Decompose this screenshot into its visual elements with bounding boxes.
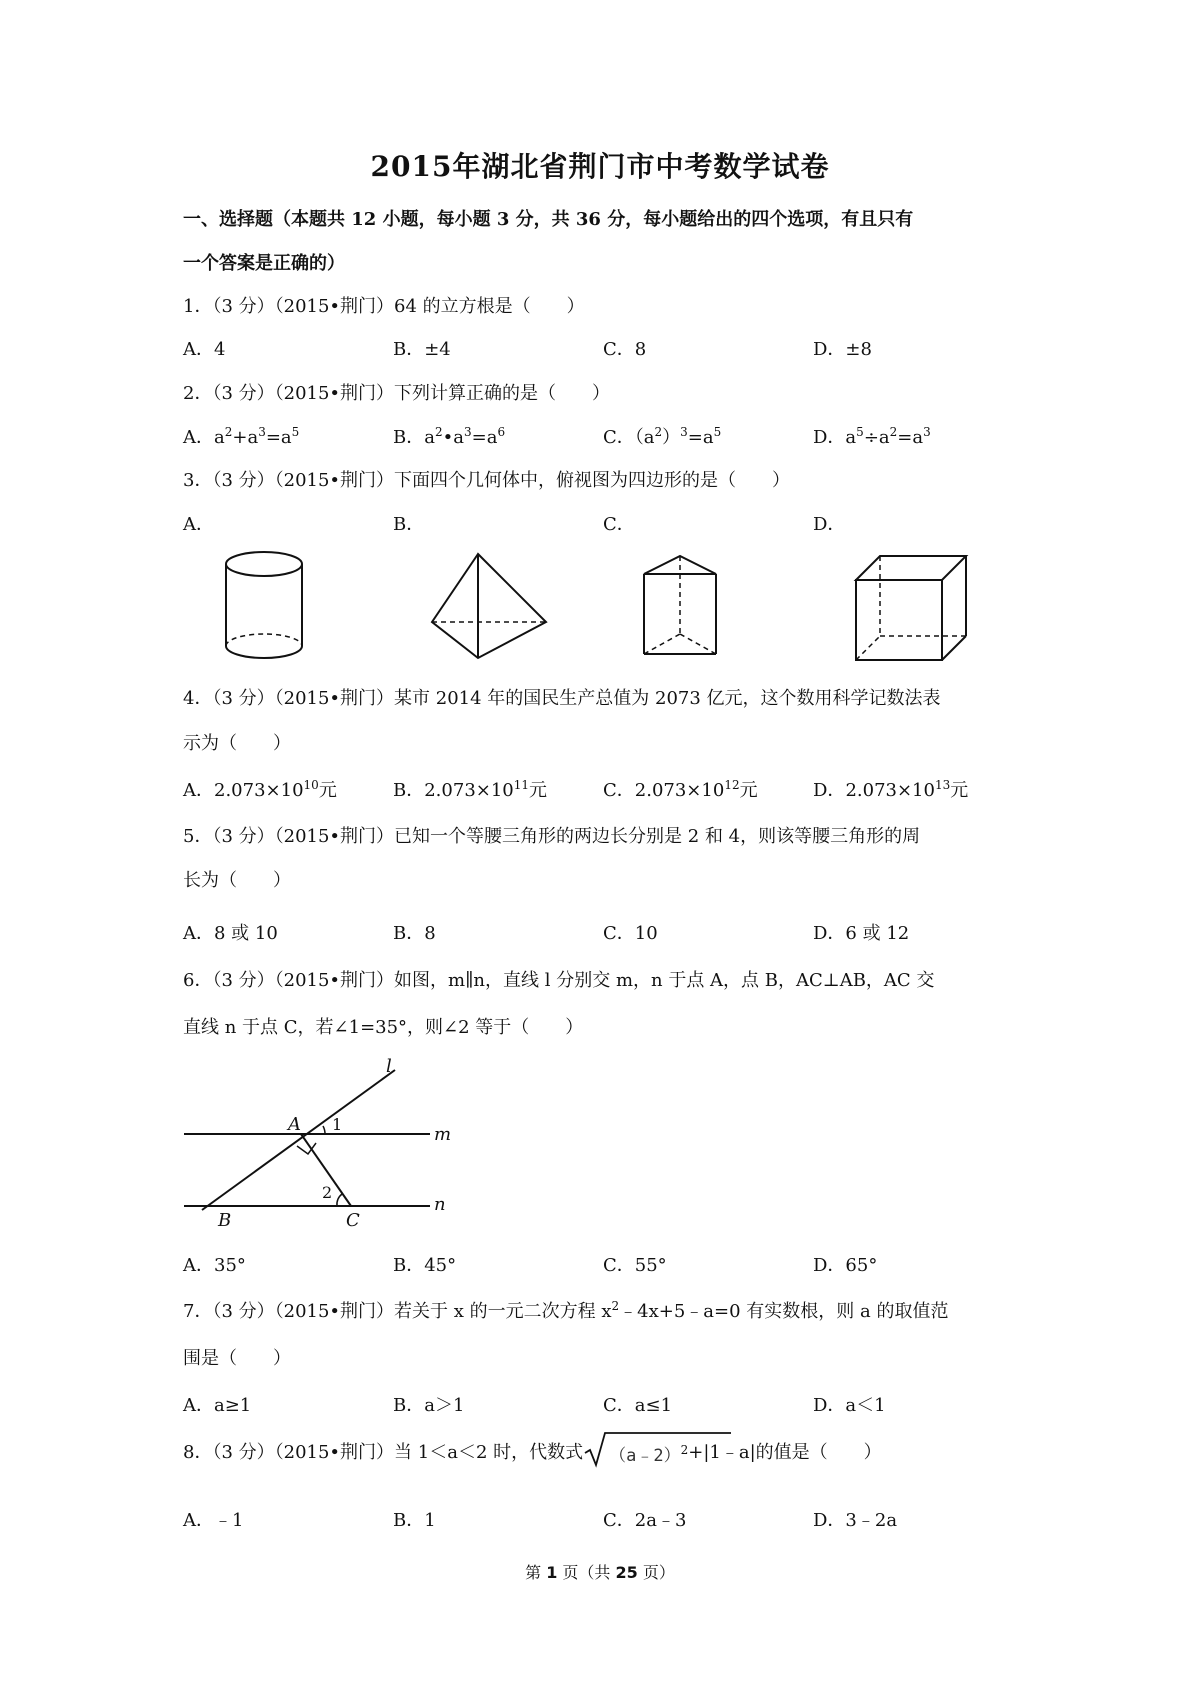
option-b: B．45° xyxy=(393,1255,457,1276)
section-heading-line1: 一、选择题（本题共 12 小题，每小题 3 分，共 36 分，每小题给出的四个选项，有且只有 xyxy=(183,209,914,230)
question-1-options xyxy=(0,335,1200,365)
question-2-options xyxy=(0,423,1200,453)
question-7-options xyxy=(0,1391,1200,1421)
question-5-stem-line2: 长为（ ） xyxy=(183,870,291,891)
option-d: D．$2.073\times 10^{13}$元 xyxy=(813,778,969,801)
option-a: A．$a^2+a^3=a^5$ xyxy=(183,425,300,448)
cube-icon xyxy=(852,552,972,664)
option-a: A．35° xyxy=(183,1255,246,1276)
option-a: A．$2.073\times 10^{10}$元 xyxy=(183,778,337,801)
option-c: C．10 xyxy=(603,923,658,944)
option-c: C．2a﹣3 xyxy=(603,1510,687,1531)
question-5-stem-line1: 5．（3 分）（2015•荆门）已知一个等腰三角形的两边长分别是 2 和 4，则该等腰三角形的周 xyxy=(183,826,921,847)
option-a: A．8 或 10 xyxy=(183,923,278,944)
option-a: A．4 xyxy=(183,339,226,360)
option-d: D．6 或 12 xyxy=(813,923,910,944)
triangular-prism-icon xyxy=(640,552,720,658)
option-b: B．±4 xyxy=(393,339,451,360)
option-b: B．$a^2•a^3=a^6$ xyxy=(393,425,506,448)
page-footer: 第 1 页（共 25 页） xyxy=(525,1563,675,1582)
line-n-label: n xyxy=(434,1194,446,1215)
point-c-label: C xyxy=(346,1210,360,1228)
angle-2-label: 2 xyxy=(322,1183,333,1202)
question-6-stem-line2: 直线 n 于点 C，若∠1=35°，则∠2 等于（ ） xyxy=(183,1017,584,1038)
option-b: B．8 xyxy=(393,923,436,944)
option-c: C． xyxy=(603,514,635,535)
option-d: D．$a^5\div a^2=a^3$ xyxy=(813,425,931,448)
tetrahedron-icon xyxy=(430,550,550,662)
question-1-stem: 1．（3 分）（2015•荆门）64 的立方根是（ ） xyxy=(183,296,585,317)
question-3-options xyxy=(0,510,1200,540)
option-c: C．$(a^2)^3=a^5$ xyxy=(603,425,722,448)
page-title: 2015年湖北省荆门市中考数学试卷 xyxy=(370,150,830,183)
option-d: D．a＜1 xyxy=(813,1395,886,1416)
option-a: A． xyxy=(183,514,214,535)
option-c: C．8 xyxy=(603,339,647,360)
point-b-label: B xyxy=(218,1210,232,1228)
page-number: 1 xyxy=(546,1563,558,1582)
option-b: B．$2.073\times 10^{11}$元 xyxy=(393,778,548,801)
question-2-stem: 2．（3 分）（2015•荆门）下列计算正确的是（ ） xyxy=(183,383,611,404)
question-4-options xyxy=(0,776,1200,806)
parallel-lines-figure xyxy=(180,1058,470,1228)
option-c: C．55° xyxy=(603,1255,667,1276)
page-total: 25 xyxy=(615,1563,638,1582)
question-4-stem-line1: 4．（3 分）（2015•荆门）某市 2014 年的国民生产总值为 2073 亿元，这个数用科学记数法表 xyxy=(183,688,941,709)
option-d: D．3﹣2a xyxy=(813,1510,898,1531)
option-c: C．a≤1 xyxy=(603,1395,673,1416)
option-a: A．a≥1 xyxy=(183,1395,252,1416)
question-7-stem-line2: 围是（ ） xyxy=(183,1348,291,1369)
point-a-label: A xyxy=(288,1114,301,1135)
option-d: D．±8 xyxy=(813,339,872,360)
option-d: D． xyxy=(813,514,846,535)
section-heading-line2: 一个答案是正确的） xyxy=(183,253,345,274)
option-c: C．$2.073\times 10^{12}$元 xyxy=(603,778,758,801)
option-b: B．1 xyxy=(393,1510,436,1531)
question-3-stem: 3．（3 分）（2015•荆门）下面四个几何体中，俯视图为四边形的是（ ） xyxy=(183,470,791,491)
cylinder-icon xyxy=(222,548,306,662)
option-a: A．﹣1 xyxy=(183,1510,244,1531)
option-b: B．a＞1 xyxy=(393,1395,465,1416)
question-4-stem-line2: 示为（ ） xyxy=(183,733,291,754)
question-7-stem-line1: 7．（3 分）（2015•荆门）若关于 x 的一元二次方程 $x^2﹣4x+5﹣a=0$ 有实数根，则 a 的取值范 xyxy=(183,1299,949,1322)
angle-1-label: 1 xyxy=(332,1115,343,1134)
line-m-label: m xyxy=(434,1124,452,1145)
sqrt-expression: （a﹣2）$^2$ xyxy=(583,1441,688,1466)
option-b: B． xyxy=(393,514,425,535)
question-6-stem-line1: 6．（3 分）（2015•荆门）如图，m∥n，直线 l 分别交 m，n 于点 A，点 B，AC⊥AB，AC 交 xyxy=(183,970,935,991)
question-8-stem: 8．（3 分）（2015•荆门）当 1＜a＜2 时，代数式 （a﹣2）$^2$+|1﹣a|的值是（ ） xyxy=(183,1438,882,1466)
question-6-options xyxy=(0,1251,1200,1281)
question-8-options xyxy=(0,1506,1200,1536)
line-l-label: l xyxy=(386,1058,392,1077)
option-d: D．65° xyxy=(813,1255,878,1276)
question-5-options xyxy=(0,919,1200,949)
